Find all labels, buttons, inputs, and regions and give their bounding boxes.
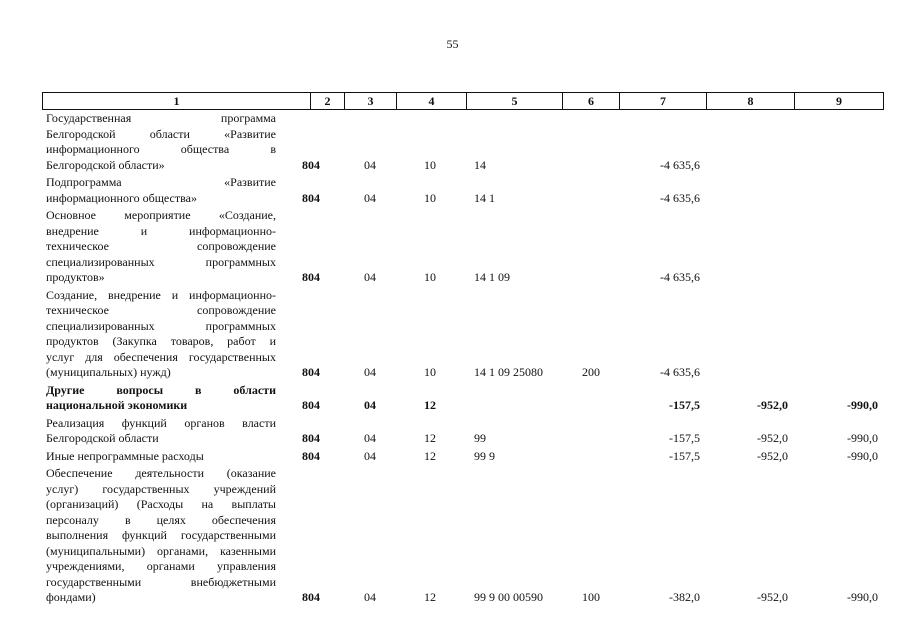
cell-c8: -952,0 xyxy=(757,398,788,412)
cell-c4: 10 xyxy=(424,270,436,284)
cell-c6: 200 xyxy=(582,365,600,379)
description-line: Обеспечение деятельности (оказание xyxy=(46,466,276,480)
cell-c3: 04 xyxy=(364,398,376,412)
cell-c7: -157,5 xyxy=(669,431,700,445)
description-line: Белгородской области xyxy=(46,431,159,445)
cell-c3: 04 xyxy=(364,448,376,463)
description-line: Белгородской области» xyxy=(46,157,165,172)
cell-c2: 804 xyxy=(302,398,320,412)
header-col-6: 6 xyxy=(563,93,620,109)
header-col-7: 7 xyxy=(620,93,707,109)
header-col-9: 9 xyxy=(836,94,842,108)
cell-c7: -382,0 xyxy=(669,590,700,604)
cell-c6: 100 xyxy=(582,590,600,604)
cell-c7: -157,5 xyxy=(669,398,700,412)
cell-c9: -990,0 xyxy=(847,431,878,445)
description-line: Реализация функций органов власти xyxy=(46,415,276,430)
cell-c3: 04 xyxy=(364,590,376,604)
row-description xyxy=(46,416,276,447)
description-line: информационного общества в xyxy=(46,142,276,156)
cell-c3: 04 xyxy=(364,157,376,172)
cell-c2: 804 xyxy=(302,448,320,463)
description-line: (муниципальных) нужд) xyxy=(46,365,171,379)
description-line: фондами) xyxy=(46,590,96,604)
description-line: Государственная программа xyxy=(46,111,276,125)
cell-c8: -952,0 xyxy=(757,431,788,445)
row-description xyxy=(46,175,276,206)
cell-c4: 12 xyxy=(424,398,436,412)
description-line: Создание, внедрение и информационно- xyxy=(46,287,276,302)
cell-c7: -157,5 xyxy=(669,448,700,463)
cell-c5: 14 1 09 25080 xyxy=(474,365,543,379)
cell-c3: 04 xyxy=(364,190,376,205)
description-line: продуктов» xyxy=(46,270,105,284)
description-line: государственными внебюджетными xyxy=(46,574,276,589)
table-row xyxy=(0,208,905,286)
cell-c2: 804 xyxy=(302,190,320,205)
table-row xyxy=(0,383,905,414)
row-description xyxy=(46,383,276,414)
description-line: техническое сопровождение xyxy=(46,239,276,253)
cell-c5: 14 1 xyxy=(474,190,495,205)
table-row xyxy=(0,416,905,447)
header-col-1: 1 xyxy=(43,93,311,109)
cell-c4: 12 xyxy=(424,590,436,604)
cell-c2: 804 xyxy=(302,590,320,604)
description-line: информационного общества» xyxy=(46,190,197,205)
description-line: техническое сопровождение xyxy=(46,303,276,317)
cell-c3: 04 xyxy=(364,365,376,379)
cell-c7: -4 635,6 xyxy=(660,365,700,379)
cell-c2: 804 xyxy=(302,365,320,379)
row-description xyxy=(46,288,276,381)
cell-c4: 10 xyxy=(424,157,436,172)
cell-c5: 99 9 00 00590 xyxy=(474,590,543,604)
cell-c4: 12 xyxy=(424,448,436,463)
description-line: (организаций) (Расходы на выплаты xyxy=(46,497,276,511)
description-line: Иные непрограммные расходы xyxy=(46,448,204,463)
description-line: Другие вопросы в области xyxy=(46,382,276,397)
description-line: внедрение и информационно- xyxy=(46,223,276,238)
description-line: Белгородской области «Развитие xyxy=(46,126,276,141)
table-row xyxy=(0,175,905,206)
cell-c7: -4 635,6 xyxy=(660,157,700,172)
cell-c7: -4 635,6 xyxy=(660,270,700,284)
header-col-5: 5 xyxy=(467,93,563,109)
cell-c3: 04 xyxy=(364,270,376,284)
table-row xyxy=(0,449,905,465)
cell-c7: -4 635,6 xyxy=(660,190,700,205)
table-header xyxy=(42,92,884,110)
cell-c9: -990,0 xyxy=(847,590,878,604)
cell-c9: -990,0 xyxy=(847,448,878,463)
cell-c9: -990,0 xyxy=(847,398,878,412)
page-number: 55 xyxy=(446,37,459,51)
description-line: специализированных программных xyxy=(46,318,276,333)
table-row xyxy=(0,466,905,606)
row-description xyxy=(46,111,276,173)
header-col-2: 2 xyxy=(311,93,345,109)
description-line: Основное мероприятие «Создание, xyxy=(46,208,276,222)
description-line: услуг) государственных учреждений xyxy=(46,481,276,496)
description-line: услуг для обеспечения государственных xyxy=(46,349,276,364)
cell-c5: 99 xyxy=(474,431,486,445)
header-col-3: 3 xyxy=(345,93,397,109)
cell-c2: 804 xyxy=(302,431,320,445)
description-line: национальной экономики xyxy=(46,398,188,412)
description-line: учреждениями, органами управления xyxy=(46,559,276,573)
cell-c3: 04 xyxy=(364,431,376,445)
cell-c8: -952,0 xyxy=(757,590,788,604)
description-line: специализированных программных xyxy=(46,254,276,269)
description-line: персоналу в целях обеспечения xyxy=(46,512,276,527)
cell-c5: 99 9 xyxy=(474,448,495,463)
table-row xyxy=(0,111,905,173)
cell-c5: 14 1 09 xyxy=(474,270,510,284)
table-row xyxy=(0,288,905,381)
description-line: выполнения функций государственными xyxy=(46,528,276,542)
header-col-4: 4 xyxy=(397,93,467,109)
cell-c4: 12 xyxy=(424,431,436,445)
cell-c5: 14 xyxy=(474,157,486,172)
cell-c4: 10 xyxy=(424,190,436,205)
description-line: (муниципальными) органами, казенными xyxy=(46,543,276,558)
cell-c8: -952,0 xyxy=(757,448,788,463)
row-description xyxy=(46,449,276,465)
cell-c2: 804 xyxy=(302,270,320,284)
row-description xyxy=(46,208,276,286)
cell-c4: 10 xyxy=(424,365,436,379)
cell-c2: 804 xyxy=(302,157,320,172)
header-col-8: 8 xyxy=(707,93,795,109)
row-description xyxy=(46,466,276,606)
description-line: продуктов (Закупка товаров, работ и xyxy=(46,334,276,348)
description-line: Подпрограмма «Развитие xyxy=(46,175,276,189)
